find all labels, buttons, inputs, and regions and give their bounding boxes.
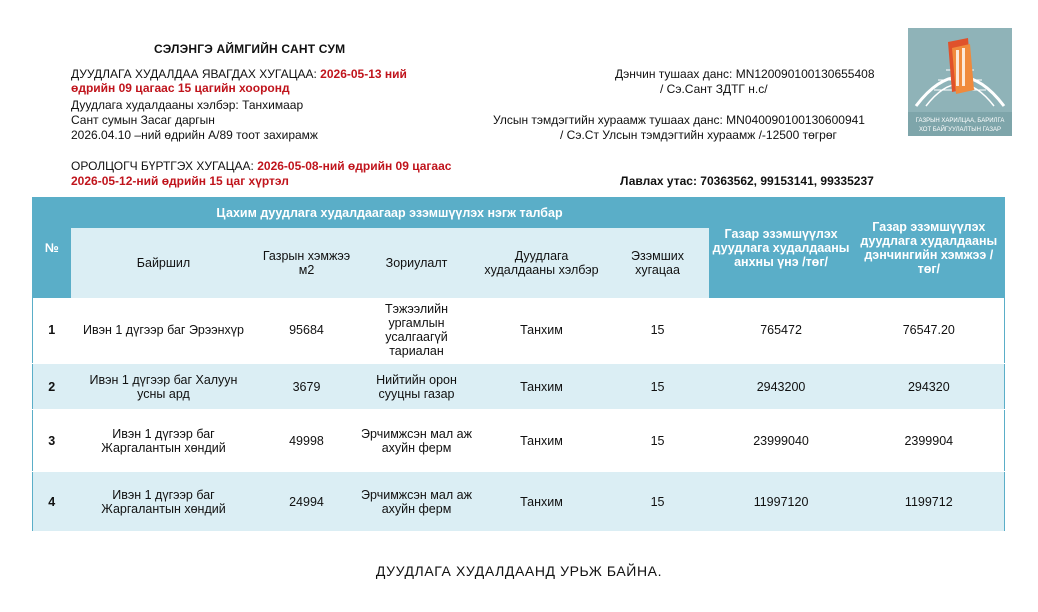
row-number: 4 (33, 472, 71, 532)
col-area-header: Газрын хэмжээ м2 (257, 228, 357, 298)
governor-line: Сант сумын Засаг даргын (71, 113, 215, 127)
row-term: 15 (607, 472, 709, 532)
row-number: 2 (33, 364, 71, 410)
row-form: Танхим (477, 364, 607, 410)
agency-logo (908, 28, 1012, 136)
row-purpose: Нийтийн орон сууцны газар (357, 364, 477, 410)
register-time-value-2: 2026-05-12-ний өдрийн 15 цаг хүртэл (71, 174, 289, 188)
building-emblem-icon (908, 28, 1012, 136)
auction-time-label: ДУУДЛАГА ХУДАЛДАА ЯВАГДАХ ХУГАЦАА: (71, 67, 317, 81)
row-area: 49998 (257, 410, 357, 472)
col-purpose-header: Зориулалт (357, 228, 477, 298)
col-deposit-header: Газар эзэмшүүлэх дуудлага худалдааны дэнчингийн хэмжээ /төг/ (854, 198, 1005, 298)
table-row (33, 472, 1005, 532)
row-area: 3679 (257, 364, 357, 410)
invitation-text: ДУУДЛАГА ХУДАЛДААНД УРЬЖ БАЙНА. (375, 563, 663, 579)
row-purpose: Тэжээлийн ургамлын усалгаагүй тариалан (357, 298, 477, 364)
row-location: Ивэн 1 дүгээр баг Халуун усны ард (71, 364, 257, 410)
decree-line: 2026.04.10 –ний өдрийн А/89 тоот захирамж (71, 128, 318, 142)
row-deposit: 76547.20 (854, 298, 1005, 364)
table-row (33, 410, 1005, 472)
row-start-price: 11997120 (709, 472, 854, 532)
contact-phones: Лавлах утас: 70363562, 99153141, 99335237 (620, 174, 874, 188)
row-form: Танхим (477, 298, 607, 364)
row-location: Ивэн 1 дүгээр баг Жаргалантын хөндий (71, 410, 257, 472)
org-title: СЭЛЭНГЭ АЙМГИЙН САНТ СУМ (154, 42, 346, 56)
group-header: Цахим дуудлага худалдаагаар эзэмшүүлэх нэгж талбар (71, 198, 709, 228)
row-number: 3 (33, 410, 71, 472)
col-number-header: № (33, 198, 71, 298)
row-number: 1 (33, 298, 71, 364)
auction-time-value: 2026-05-13 ний (320, 67, 407, 81)
table-row (33, 298, 1005, 364)
logo-caption-2: ХОТ БАЙГУУЛАЛТЫН ГАЗАР (919, 127, 1001, 133)
row-location: Ивэн 1 дүгээр баг Эрээнхүр (71, 298, 257, 364)
row-area: 95684 (257, 298, 357, 364)
row-form: Танхим (477, 472, 607, 532)
col-form-header: Дуудлага худалдааны хэлбэр (477, 228, 607, 298)
register-time-label: ОРОЛЦОГЧ БҮРТГЭХ ХУГАЦАА: (71, 159, 254, 173)
register-time-line (71, 159, 451, 174)
logo-caption-1: ГАЗРЫН ХАРИЛЦАА, БАРИЛГА (915, 118, 1005, 124)
deposit-account-holder: / Сэ.Сант ЗДТГ н.с/ (660, 82, 768, 96)
row-term: 15 (607, 364, 709, 410)
col-term-header: Эзэмших хугацаа (607, 228, 709, 298)
row-start-price: 765472 (709, 298, 854, 364)
fee-account: Улсын тэмдэгтийн хураамж тушаах данс: MN040090100130600941 (493, 113, 865, 127)
auction-time-value-2: өдрийн 09 цагаас 15 цагийн хооронд (71, 81, 290, 95)
row-term: 15 (607, 298, 709, 364)
register-time-value: 2026-05-08-ний өдрийн 09 цагаас (257, 159, 452, 173)
land-plots-table (32, 197, 1005, 532)
table-row (33, 364, 1005, 410)
row-form: Танхим (477, 410, 607, 472)
row-start-price: 2943200 (709, 364, 854, 410)
row-location: Ивэн 1 дүгээр баг Жаргалантын хөндий (71, 472, 257, 532)
row-purpose: Эрчимжсэн мал аж ахуйн ферм (357, 472, 477, 532)
row-purpose: Эрчимжсэн мал аж ахуйн ферм (357, 410, 477, 472)
row-deposit: 2399904 (854, 410, 1005, 472)
deposit-account: Дэнчин тушаах данс: MN120090100130655408 (615, 67, 875, 81)
col-start-price-header: Газар эзэмшүүлэх дуудлага худалдааны анхны үнэ /төг/ (709, 198, 854, 298)
auction-form: Дуудлага худалдааны хэлбэр: Танхимаар (71, 98, 304, 112)
auction-time-line (71, 67, 407, 82)
row-term: 15 (607, 410, 709, 472)
row-deposit: 294320 (854, 364, 1005, 410)
fee-note: / Сэ.Ст Улсын тэмдэгтийн хураамж /-12500 төгрөг (560, 128, 837, 142)
row-area: 24994 (257, 472, 357, 532)
col-location-header: Байршил (71, 228, 257, 298)
row-deposit: 1199712 (854, 472, 1005, 532)
row-start-price: 23999040 (709, 410, 854, 472)
